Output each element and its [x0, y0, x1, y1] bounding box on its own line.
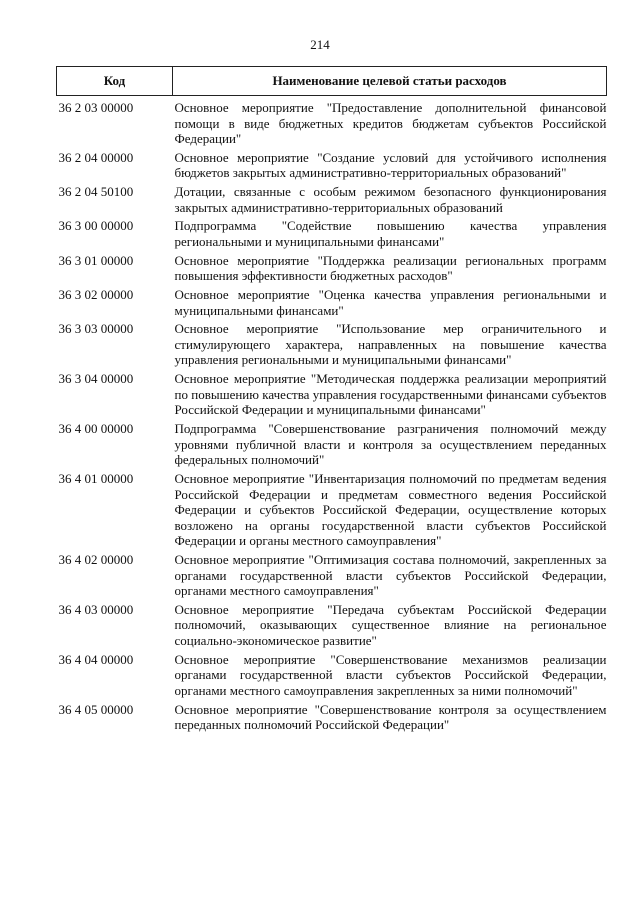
table-header-row: [57, 67, 607, 96]
page-number: 214: [310, 37, 330, 52]
column-header-code: Код: [57, 67, 173, 96]
row-code: 36 4 05 00000: [58, 701, 134, 717]
row-name: Подпрограмма "Совершенствование разграничения полномочий между уровнями публичной власти и контроля за осуществлением переданных федеральных полномочий": [174, 421, 607, 468]
row-code: 36 3 01 00000: [58, 252, 134, 268]
row-code: 36 3 02 00000: [58, 287, 134, 302]
table-row: [57, 471, 607, 552]
row-name: Основное мероприятие "Совершенствование механизмов реализации органами государственной власти субъектов Российской Федерации, органами местного самоуправления закрепленных за ними полномочий": [174, 651, 607, 698]
row-name: Основное мероприятие "Оценка качества управления региональными и муниципальными финансами": [174, 287, 607, 318]
column-header-name: Наименование целевой статьи расходов: [173, 67, 607, 96]
table-row: [57, 321, 607, 371]
row-name: Основное мероприятие "Создание условий для устойчивого исполнения бюджетов закрытых административно-территориальных образований": [174, 149, 607, 181]
target-expense-table: [56, 66, 607, 736]
table-row: [57, 702, 607, 736]
table-row: [57, 287, 607, 321]
row-code: 36 4 01 00000: [58, 470, 134, 486]
table-row: [57, 421, 607, 471]
row-code: 36 4 00 00000: [58, 421, 134, 437]
row-name: Основное мероприятие "Инвентаризация полномочий по предметам ведения Российской Федерации и предметам совместного ведения Российской Федерации и субъектов Российской Федерации, осуществление которых возложено на органы государственной власти субъектов Российской Федерации и органы местного самоуправления": [174, 470, 607, 549]
table-row: [57, 184, 607, 218]
row-code: 36 3 03 00000: [58, 321, 134, 337]
table-row: [57, 96, 607, 150]
row-code: 36 2 03 00000: [58, 100, 134, 115]
table-row: [57, 652, 607, 702]
row-code: 36 4 04 00000: [58, 651, 134, 667]
row-code: 36 2 04 00000: [58, 149, 134, 165]
row-code: 36 3 00 00000: [58, 218, 134, 234]
table-row: [57, 371, 607, 421]
row-name: Основное мероприятие "Поддержка реализации региональных программ повышения эффективности бюджетных расходов": [174, 252, 607, 284]
row-name: Основное мероприятие "Совершенствование контроля за осуществлением переданных полномочий Российской Федерации": [174, 701, 607, 733]
row-name: Подпрограмма "Содействие повышению качества управления региональными и муниципальными финансами": [174, 218, 607, 250]
row-name: Основное мероприятие "Использование мер ограничительного и стимулирующего характера, направленных на повышение качества управления региональными и муниципальными финансами": [174, 321, 607, 368]
row-code: 36 2 04 50100: [58, 184, 134, 200]
row-name: Основное мероприятие "Предоставление дополнительной финансовой помощи в виде бюджетных кредитов бюджетам субъектов Российской Федерации": [174, 100, 607, 147]
row-code: 36 3 04 00000: [58, 371, 134, 387]
table-row: [57, 253, 607, 287]
row-name: Основное мероприятие "Методическая поддержка реализации мероприятий по повышению качества управления государственными финансами субъектов Российской Федерации и муниципальными финансами": [174, 371, 607, 418]
row-name: Основное мероприятие "Оптимизация состава полномочий, закрепленных за органами государственной власти субъектов Российской Федерации, органами местного самоуправления": [174, 551, 607, 599]
row-name: Основное мероприятие "Передача субъектам Российской Федерации полномочий, оказывающих существенное влияние на региональное социально-экономическое развитие": [174, 601, 607, 649]
row-name: Дотации, связанные с особым режимом безопасного функционирования закрытых административно-территориальных образований: [174, 184, 607, 215]
table-row: [57, 602, 607, 652]
row-code: 36 4 03 00000: [58, 601, 134, 617]
table-row: [57, 150, 607, 184]
table-row: [57, 552, 607, 602]
table-row: [57, 218, 607, 252]
row-code: 36 4 02 00000: [58, 551, 134, 567]
